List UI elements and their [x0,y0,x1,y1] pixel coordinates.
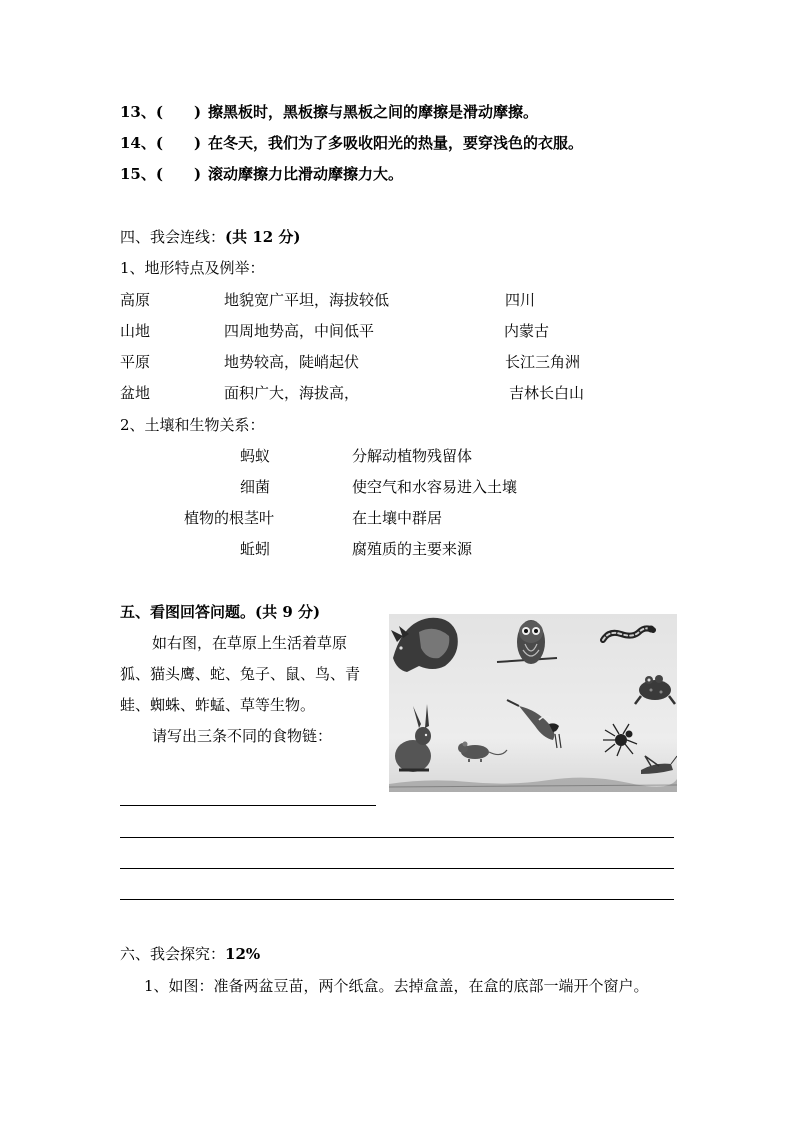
section6-title: 六、我会探究： [120,945,226,963]
soil-role: 使空气和水容易进入土壤 [352,478,518,496]
judge-close-15: ) [194,165,202,183]
terrain-name: 高原 [120,291,151,309]
terrain-example: 内蒙古 [504,322,550,340]
soil-organism: 蚯蚓 [240,540,271,558]
soil-organism: 蚂蚁 [240,447,271,465]
judge-text-15: 滚动摩擦力比滑动摩擦力大。 [208,165,404,183]
terrain-feature: 面积广大，海拔高， [224,384,360,402]
section4-q2-title: 2、土壤和生物关系： [120,416,265,434]
section6-q1: 1、如图：准备两盆豆苗，两个纸盒。去掉盒盖，在盒的底部一端开个窗户。 [144,977,649,995]
answer-line[interactable] [120,837,674,838]
grassland-animals-figure [389,614,677,792]
section5-title: 五、看图回答问题。 [120,603,256,621]
judge-close-13: ) [194,103,202,121]
section4-score: (共 12 分) [225,228,301,246]
judge-text-13: 擦黑板时，黑板擦与黑板之间的摩擦是滑动摩擦。 [208,103,539,121]
section6-heading [120,944,260,964]
terrain-feature: 地貌宽广平坦，海拔较低 [224,291,390,309]
soil-organism: 植物的根茎叶 [184,509,275,527]
terrain-name: 盆地 [120,384,151,402]
judge-text-14: 在冬天，我们为了多吸收阳光的热量，要穿浅色的衣服。 [208,134,584,152]
terrain-example: 长江三角洲 [505,353,581,371]
soil-role: 分解动植物残留体 [352,447,473,465]
answer-line[interactable] [120,899,674,900]
judge-num-13: 13、( [120,103,163,121]
judge-num-14: 14、( [120,134,163,152]
terrain-name: 平原 [120,353,151,371]
judge-close-14: ) [194,134,202,152]
terrain-name: 山地 [120,322,151,340]
terrain-feature: 地势较高，陡峭起伏 [224,353,360,371]
section6-score: 12% [225,945,261,963]
section4-q1-title: 1、地形特点及例举： [120,259,265,277]
section5-para-line: 蛙、蜘蛛、蚱蜢、草等生物。 [120,696,316,714]
soil-role: 在土壤中群居 [352,509,443,527]
answer-line[interactable] [120,805,376,806]
terrain-feature: 四周地势高，中间低平 [224,322,375,340]
section5-para-line: 狐、猫头鹰、蛇、兔子、鼠、鸟、青 [120,665,361,683]
section5-heading [120,602,320,622]
answer-line[interactable] [120,868,674,869]
soil-role: 腐殖质的主要来源 [352,540,473,558]
judge-num-15: 15、( [120,165,163,183]
terrain-example: 四川 [505,291,536,309]
section4-heading [120,227,301,247]
section5-prompt: 请写出三条不同的食物链： [152,727,333,745]
section4-title: 四、我会连线： [120,228,226,246]
soil-organism: 细菌 [240,478,271,496]
section5-para-line: 如右图，在草原上生活着草原 [152,634,348,652]
section5-score: (共 9 分) [255,603,321,621]
terrain-example: 吉林长白山 [509,384,585,402]
